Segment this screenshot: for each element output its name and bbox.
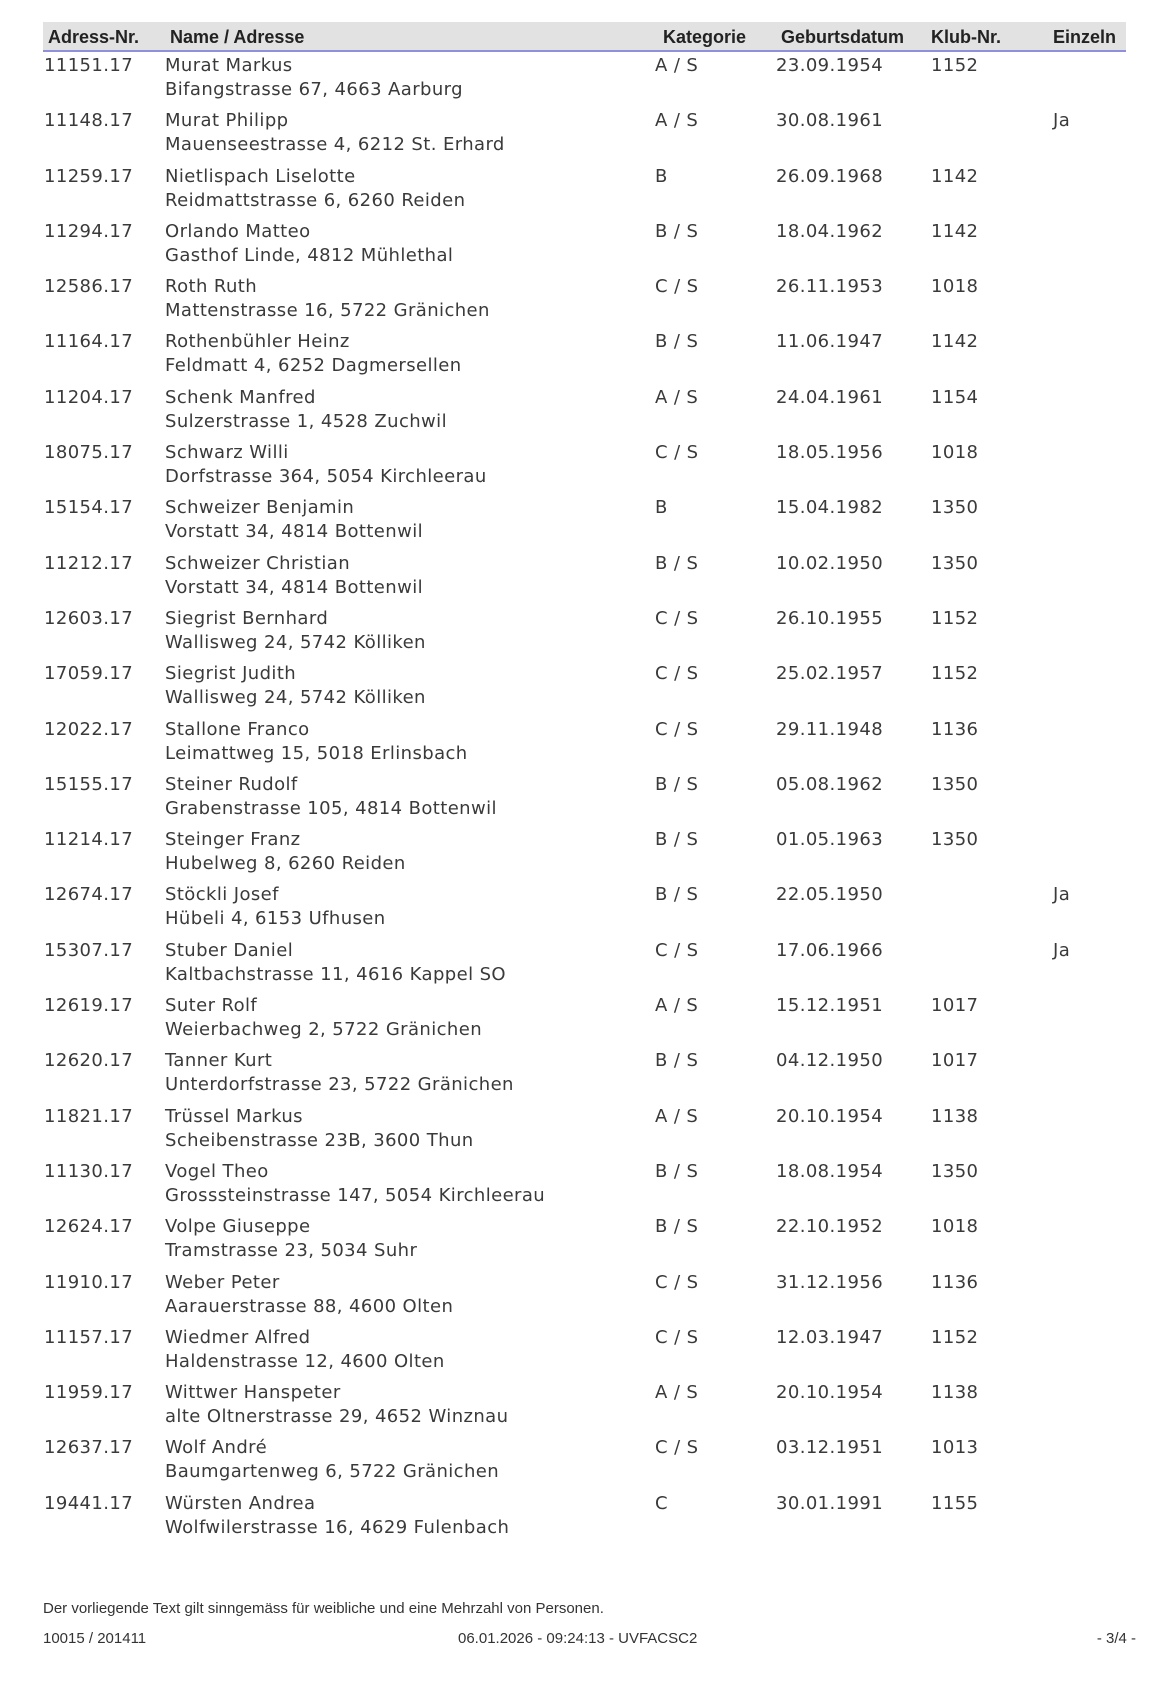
geburtsdatum-value: 31.12.1956 bbox=[776, 1271, 884, 1293]
address-number: 11148.17 bbox=[44, 110, 134, 132]
address-number: 12619.17 bbox=[44, 995, 134, 1017]
person-name: Vogel Theo bbox=[165, 1160, 269, 1182]
person-name: Steiner Rudolf bbox=[165, 773, 298, 795]
person-name: Siegrist Bernhard bbox=[165, 607, 329, 629]
geburtsdatum-value: 20.10.1954 bbox=[776, 1105, 884, 1127]
geburtsdatum-value: 15.04.1982 bbox=[776, 497, 884, 519]
table-row bbox=[0, 218, 1168, 273]
table-row bbox=[0, 328, 1168, 383]
geburtsdatum-value: 15.12.1951 bbox=[776, 995, 884, 1017]
person-address: Grosssteinstrasse 147, 5054 Kirchleerau bbox=[165, 1184, 546, 1206]
kategorie-value: C / S bbox=[655, 1271, 699, 1293]
person-name: Wittwer Hanspeter bbox=[165, 1382, 341, 1404]
kategorie-value: C / S bbox=[655, 718, 699, 740]
person-address: Weierbachweg 2, 5722 Gränichen bbox=[165, 1019, 482, 1041]
person-address: Leimattweg 15, 5018 Erlinsbach bbox=[165, 742, 468, 764]
kategorie-value: C / S bbox=[655, 1437, 699, 1459]
geburtsdatum-value: 01.05.1963 bbox=[776, 829, 884, 851]
table-row bbox=[0, 1047, 1168, 1102]
klub-nr-value: 1350 bbox=[931, 1160, 979, 1182]
address-number: 12624.17 bbox=[44, 1216, 134, 1238]
address-number: 11959.17 bbox=[44, 1382, 134, 1404]
table-row bbox=[0, 163, 1168, 218]
kategorie-value: A / S bbox=[655, 110, 699, 132]
address-number: 15155.17 bbox=[44, 773, 134, 795]
person-name: Weber Peter bbox=[165, 1271, 280, 1293]
klub-nr-value: 1142 bbox=[931, 220, 979, 242]
kategorie-value: C / S bbox=[655, 276, 699, 298]
geburtsdatum-value: 26.11.1953 bbox=[776, 276, 884, 298]
geburtsdatum-value: 29.11.1948 bbox=[776, 718, 884, 740]
table-row bbox=[0, 826, 1168, 881]
klub-nr-value: 1136 bbox=[931, 1271, 979, 1293]
table-row bbox=[0, 439, 1168, 494]
geburtsdatum-value: 17.06.1966 bbox=[776, 939, 884, 961]
kategorie-value: B / S bbox=[655, 331, 699, 353]
kategorie-value: C / S bbox=[655, 663, 699, 685]
table-row bbox=[0, 384, 1168, 439]
person-address: Tramstrasse 23, 5034 Suhr bbox=[165, 1240, 418, 1262]
kategorie-value: B / S bbox=[655, 1216, 699, 1238]
geburtsdatum-value: 22.10.1952 bbox=[776, 1216, 884, 1238]
address-number: 11214.17 bbox=[44, 829, 134, 851]
kategorie-value: A / S bbox=[655, 1382, 699, 1404]
person-address: Grabenstrasse 105, 4814 Bottenwil bbox=[165, 797, 497, 819]
person-name: Siegrist Judith bbox=[165, 663, 297, 685]
column-header-klub-nr: Klub-Nr. bbox=[931, 27, 1001, 47]
klub-nr-value: 1152 bbox=[931, 55, 979, 76]
kategorie-value: B / S bbox=[655, 1050, 699, 1072]
klub-nr-value: 1013 bbox=[931, 1437, 979, 1459]
table-header bbox=[43, 22, 1126, 52]
person-address: Wallisweg 24, 5742 Kölliken bbox=[165, 687, 426, 709]
kategorie-value: C bbox=[655, 1492, 668, 1514]
person-address: Feldmatt 4, 6252 Dagmersellen bbox=[165, 355, 462, 377]
table-row bbox=[0, 1158, 1168, 1213]
geburtsdatum-value: 18.04.1962 bbox=[776, 220, 884, 242]
address-number: 15307.17 bbox=[44, 939, 134, 961]
person-address: Sulzerstrasse 1, 4528 Zuchwil bbox=[165, 410, 447, 432]
address-number: 12637.17 bbox=[44, 1437, 134, 1459]
person-address: Mattenstrasse 16, 5722 Gränichen bbox=[165, 300, 490, 322]
geburtsdatum-value: 24.04.1961 bbox=[776, 386, 884, 408]
column-header-einzeln: Einzeln bbox=[1053, 27, 1117, 47]
geburtsdatum-value: 26.10.1955 bbox=[776, 607, 884, 629]
person-address: Wallisweg 24, 5742 Kölliken bbox=[165, 631, 426, 653]
column-header-kategorie: Kategorie bbox=[663, 27, 747, 47]
person-name: Stallone Franco bbox=[165, 718, 310, 740]
klub-nr-value: 1350 bbox=[931, 829, 979, 851]
kategorie-value: A / S bbox=[655, 995, 699, 1017]
person-address: Reidmattstrasse 6, 6260 Reiden bbox=[165, 189, 466, 211]
kategorie-value: B / S bbox=[655, 829, 699, 851]
table-row bbox=[0, 1324, 1168, 1379]
klub-nr-value: 1138 bbox=[931, 1382, 979, 1404]
kategorie-value: B / S bbox=[655, 220, 699, 242]
table-row bbox=[0, 107, 1168, 162]
geburtsdatum-value: 10.02.1950 bbox=[776, 552, 884, 574]
address-number: 17059.17 bbox=[44, 663, 134, 685]
footer-page-number: - 3/4 - bbox=[1096, 1630, 1136, 1647]
kategorie-value: A / S bbox=[655, 1105, 699, 1127]
person-address: alte Oltnerstrasse 29, 4652 Winznau bbox=[165, 1406, 509, 1428]
address-number: 11164.17 bbox=[44, 331, 134, 353]
table-row bbox=[0, 273, 1168, 328]
address-number: 15154.17 bbox=[44, 497, 134, 519]
person-name: Nietlispach Liselotte bbox=[165, 165, 356, 187]
footer-code: 10015 / 201411 bbox=[43, 1630, 147, 1647]
person-name: Schweizer Benjamin bbox=[165, 497, 355, 519]
klub-nr-value: 1018 bbox=[931, 1216, 979, 1238]
geburtsdatum-value: 18.08.1954 bbox=[776, 1160, 884, 1182]
person-name: Trüssel Markus bbox=[165, 1105, 303, 1127]
klub-nr-value: 1154 bbox=[931, 386, 979, 408]
address-number: 11212.17 bbox=[44, 552, 134, 574]
person-address: Haldenstrasse 12, 4600 Olten bbox=[165, 1350, 445, 1372]
table-row bbox=[0, 1434, 1168, 1489]
klub-nr-value: 1350 bbox=[931, 497, 979, 519]
klub-nr-value: 1152 bbox=[931, 663, 979, 685]
geburtsdatum-value: 04.12.1950 bbox=[776, 1050, 884, 1072]
person-address: Mauenseestrasse 4, 6212 St. Erhard bbox=[165, 134, 505, 156]
person-name: Würsten Andrea bbox=[165, 1492, 316, 1514]
person-name: Stuber Daniel bbox=[165, 939, 294, 961]
klub-nr-value: 1350 bbox=[931, 552, 979, 574]
person-address: Aarauerstrasse 88, 4600 Olten bbox=[165, 1295, 454, 1317]
kategorie-value: B bbox=[655, 497, 668, 519]
table-row bbox=[0, 937, 1168, 992]
table-row bbox=[0, 1490, 1168, 1545]
address-number: 12603.17 bbox=[44, 607, 134, 629]
klub-nr-value: 1152 bbox=[931, 1326, 979, 1348]
klub-nr-value: 1018 bbox=[931, 276, 979, 298]
table-row bbox=[0, 716, 1168, 771]
kategorie-value: C / S bbox=[655, 1326, 699, 1348]
geburtsdatum-value: 26.09.1968 bbox=[776, 165, 884, 187]
person-name: Tanner Kurt bbox=[165, 1050, 273, 1072]
einzeln-value: Ja bbox=[1053, 939, 1071, 961]
kategorie-value: B / S bbox=[655, 773, 699, 795]
address-number: 11910.17 bbox=[44, 1271, 134, 1293]
geburtsdatum-value: 18.05.1956 bbox=[776, 442, 884, 464]
table-row bbox=[0, 1213, 1168, 1268]
column-header-adress-nr: Adress-Nr. bbox=[48, 27, 140, 47]
person-address: Unterdorfstrasse 23, 5722 Gränichen bbox=[165, 1074, 514, 1096]
person-address: Gasthof Linde, 4812 Mühlethal bbox=[165, 244, 454, 266]
einzeln-value: Ja bbox=[1053, 884, 1071, 906]
address-number: 19441.17 bbox=[44, 1492, 134, 1514]
footer-note: Der vorliegende Text gilt sinngemäss für weibliche und eine Mehrzahl von Personen. bbox=[43, 1600, 604, 1617]
klub-nr-value: 1018 bbox=[931, 442, 979, 464]
address-number: 11204.17 bbox=[44, 386, 134, 408]
person-address: Dorfstrasse 364, 5054 Kirchleerau bbox=[165, 466, 487, 488]
geburtsdatum-value: 11.06.1947 bbox=[776, 331, 884, 353]
klub-nr-value: 1142 bbox=[931, 331, 979, 353]
table-row bbox=[0, 1103, 1168, 1158]
address-number: 11294.17 bbox=[44, 220, 134, 242]
person-name: Murat Philipp bbox=[165, 110, 289, 132]
person-name: Volpe Giuseppe bbox=[165, 1216, 311, 1238]
table-row bbox=[0, 605, 1168, 660]
klub-nr-value: 1152 bbox=[931, 607, 979, 629]
geburtsdatum-value: 30.01.1991 bbox=[776, 1492, 884, 1514]
geburtsdatum-value: 30.08.1961 bbox=[776, 110, 884, 132]
kategorie-value: C / S bbox=[655, 939, 699, 961]
klub-nr-value: 1350 bbox=[931, 773, 979, 795]
kategorie-value: B / S bbox=[655, 1160, 699, 1182]
address-number: 12674.17 bbox=[44, 884, 134, 906]
person-name: Murat Markus bbox=[165, 55, 293, 76]
klub-nr-value: 1017 bbox=[931, 995, 979, 1017]
person-address: Vorstatt 34, 4814 Bottenwil bbox=[165, 521, 423, 543]
klub-nr-value: 1136 bbox=[931, 718, 979, 740]
table-row bbox=[0, 660, 1168, 715]
geburtsdatum-value: 03.12.1951 bbox=[776, 1437, 884, 1459]
table-row bbox=[0, 550, 1168, 605]
table-row bbox=[0, 1379, 1168, 1434]
kategorie-value: A / S bbox=[655, 386, 699, 408]
person-name: Orlando Matteo bbox=[165, 220, 311, 242]
address-number: 12620.17 bbox=[44, 1050, 134, 1072]
person-name: Steinger Franz bbox=[165, 829, 301, 851]
person-address: Bifangstrasse 67, 4663 Aarburg bbox=[165, 79, 463, 100]
person-address: Baumgartenweg 6, 5722 Gränichen bbox=[165, 1461, 500, 1483]
klub-nr-value: 1142 bbox=[931, 165, 979, 187]
person-name: Wolf André bbox=[165, 1437, 268, 1459]
kategorie-value: C / S bbox=[655, 607, 699, 629]
column-header-geburtsdatum: Geburtsdatum bbox=[781, 27, 905, 47]
table-row bbox=[0, 494, 1168, 549]
column-header-name: Name / Adresse bbox=[170, 27, 305, 47]
person-name: Stöckli Josef bbox=[165, 884, 279, 906]
records-list bbox=[0, 52, 1168, 1545]
table-row bbox=[0, 992, 1168, 1047]
person-address: Kaltbachstrasse 11, 4616 Kappel SO bbox=[165, 963, 506, 985]
address-number: 11157.17 bbox=[44, 1326, 134, 1348]
person-address: Wolfwilerstrasse 16, 4629 Fulenbach bbox=[165, 1516, 510, 1538]
klub-nr-value: 1017 bbox=[931, 1050, 979, 1072]
geburtsdatum-value: 20.10.1954 bbox=[776, 1382, 884, 1404]
table-row bbox=[0, 52, 1168, 107]
klub-nr-value: 1138 bbox=[931, 1105, 979, 1127]
geburtsdatum-value: 12.03.1947 bbox=[776, 1326, 884, 1348]
person-name: Rothenbühler Heinz bbox=[165, 331, 350, 353]
address-number: 11821.17 bbox=[44, 1105, 134, 1127]
person-address: Hubelweg 8, 6260 Reiden bbox=[165, 853, 406, 875]
kategorie-value: A / S bbox=[655, 55, 699, 76]
geburtsdatum-value: 05.08.1962 bbox=[776, 773, 884, 795]
person-name: Schenk Manfred bbox=[165, 386, 316, 408]
person-name: Schweizer Christian bbox=[165, 552, 351, 574]
person-address: Scheibenstrasse 23B, 3600 Thun bbox=[165, 1129, 474, 1151]
einzeln-value: Ja bbox=[1053, 110, 1071, 132]
kategorie-value: B / S bbox=[655, 884, 699, 906]
address-number: 11259.17 bbox=[44, 165, 134, 187]
geburtsdatum-value: 23.09.1954 bbox=[776, 55, 884, 76]
table-row bbox=[0, 771, 1168, 826]
table-row bbox=[0, 1269, 1168, 1324]
address-number: 18075.17 bbox=[44, 442, 134, 464]
geburtsdatum-value: 25.02.1957 bbox=[776, 663, 884, 685]
person-name: Roth Ruth bbox=[165, 276, 258, 298]
kategorie-value: B / S bbox=[655, 552, 699, 574]
kategorie-value: C / S bbox=[655, 442, 699, 464]
person-name: Wiedmer Alfred bbox=[165, 1326, 311, 1348]
table-row bbox=[0, 881, 1168, 936]
person-name: Suter Rolf bbox=[165, 995, 258, 1017]
person-address: Vorstatt 34, 4814 Bottenwil bbox=[165, 576, 423, 598]
address-number: 12022.17 bbox=[44, 718, 134, 740]
address-number: 11151.17 bbox=[44, 55, 134, 76]
address-number: 12586.17 bbox=[44, 276, 134, 298]
footer-timestamp: 06.01.2026 - 09:24:13 - UVFACSC2 bbox=[458, 1630, 698, 1647]
klub-nr-value: 1155 bbox=[931, 1492, 979, 1514]
person-address: Hübeli 4, 6153 Ufhusen bbox=[165, 908, 386, 930]
geburtsdatum-value: 22.05.1950 bbox=[776, 884, 884, 906]
kategorie-value: B bbox=[655, 165, 668, 187]
person-name: Schwarz Willi bbox=[165, 442, 289, 464]
address-number: 11130.17 bbox=[44, 1160, 134, 1182]
